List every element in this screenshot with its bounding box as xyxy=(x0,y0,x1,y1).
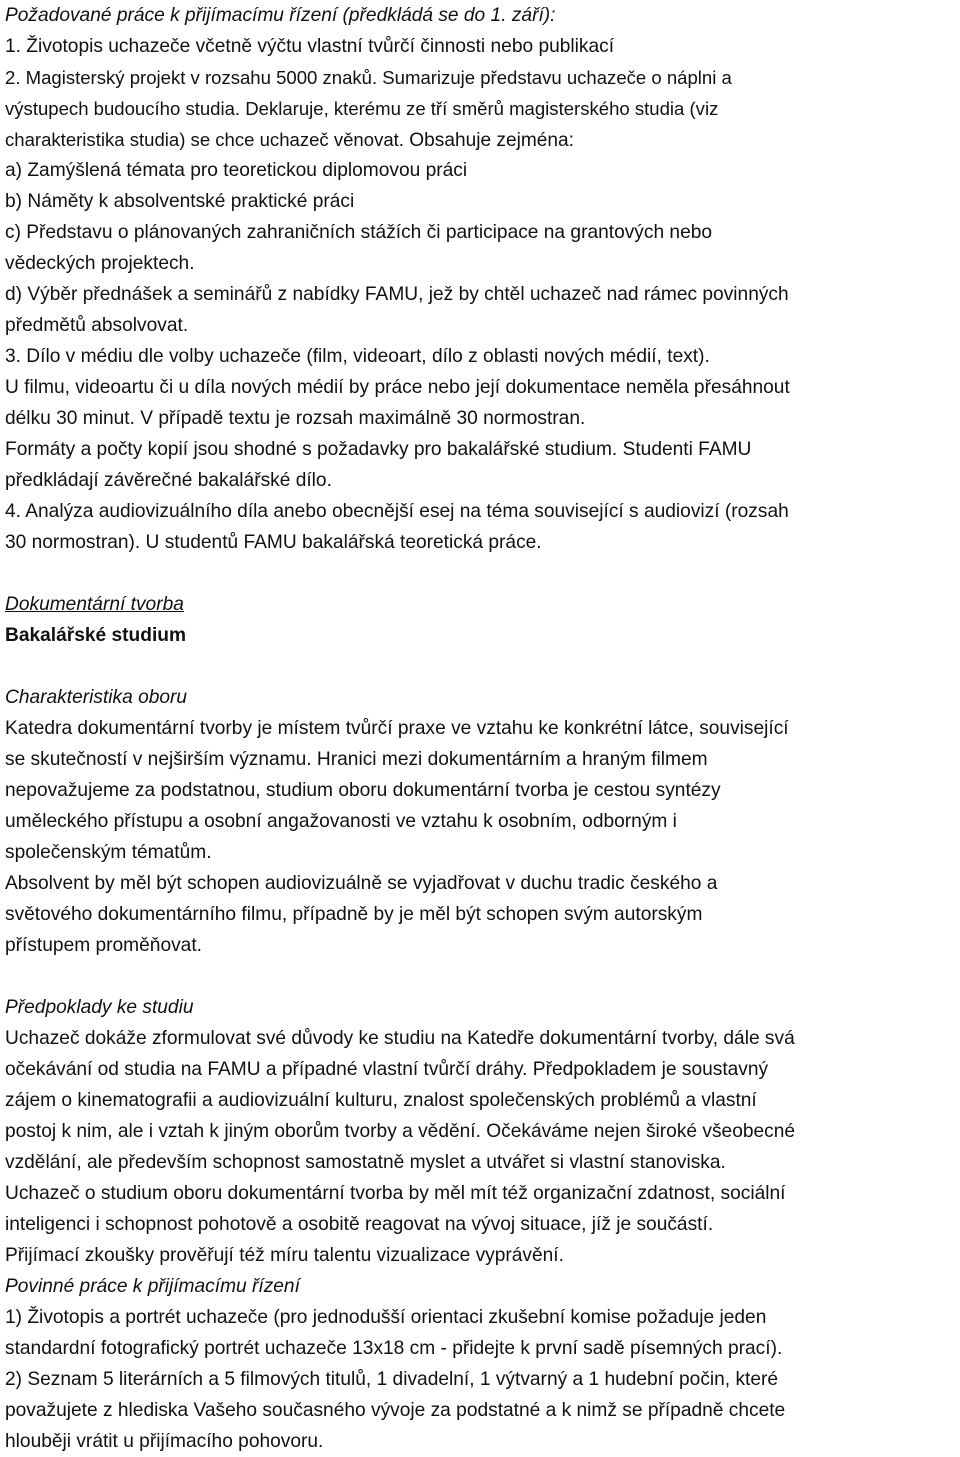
spacer xyxy=(5,558,957,589)
characteristics-heading: Charakteristika oboru xyxy=(5,687,188,708)
sub-item-b: b) Náměty k absolventské praktické práci xyxy=(5,191,355,212)
spacer xyxy=(5,651,957,682)
prerequisites-line-3: zájem o kinematografii a audiovizuální kulturu, znalost společenských problémů a vlastní xyxy=(5,1090,757,1111)
characteristics-line-1: Katedra dokumentární tvorby je místem tvůrčí praxe ve vztahu ke konkrétní látce, související xyxy=(5,718,789,739)
document-page xyxy=(5,0,957,1457)
prerequisites-heading: Předpoklady ke studiu xyxy=(5,997,194,1018)
sub-item-c-line-2: vědeckých projektech. xyxy=(5,253,195,274)
sub-item-d-line-2: předmětů absolvovat. xyxy=(5,315,189,336)
prerequisites-line-8: Přijímací zkoušky prověřují též míru talentu vizualizace vyprávění. xyxy=(5,1245,564,1266)
requirement-item-2-line-3 xyxy=(5,124,957,155)
requirement-item-4-line-1: 4. Analýza audiovizuálního díla anebo obecnější esej na téma související s audiovizí (rozsah xyxy=(5,501,789,522)
characteristics-line-5: společenským tématům. xyxy=(5,842,212,863)
mandatory-works-line-3: 2) Seznam 5 literárních a 5 filmových titulů, 1 divadelní, 1 výtvarný a 1 hudební počin, které xyxy=(5,1369,779,1390)
prerequisites-line-6: Uchazeč o studium oboru dokumentární tvorba by měl mít též organizační zdatnost, sociální xyxy=(5,1183,786,1204)
mandatory-works-line-2: standardní fotografický portrét uchazeče 13x18 cm - přidejte k první sadě písemných prací). xyxy=(5,1338,783,1359)
sub-item-d-line-1: d) Výběr přednášek a seminářů z nabídky FAMU, jež by chtěl uchazeč nad rámec povinných xyxy=(5,284,789,305)
prerequisites-line-4: postoj k nim, ale i vztah k jiným oborům tvorby a vědění. Očekáváme nejen široké všeobecné xyxy=(5,1121,796,1142)
requirement-item-3-line-2: U filmu, videoartu či u díla nových médií by práce nebo její dokumentace neměla přesáhnout xyxy=(5,377,790,398)
requirement-item-2-line-3-b: Obsahuje zejména: xyxy=(403,130,574,151)
characteristics-line-8: přístupem proměňovat. xyxy=(5,935,202,956)
spacer xyxy=(5,961,957,992)
requirement-item-3-line-4: Formáty a počty kopií jsou shodné s požadavky pro bakalářské studium. Studenti FAMU xyxy=(5,439,752,460)
requirement-item-3-line-3: délku 30 minut. V případě textu je rozsah maximálně 30 normostran. xyxy=(5,408,586,429)
characteristics-line-3: nepovažujeme za podstatnou, studium oboru dokumentární tvorba je cestou syntézy xyxy=(5,780,721,801)
mandatory-works-heading: Povinné práce k přijímacímu řízení xyxy=(5,1276,300,1297)
requirement-item-3-line-5: předkládají závěrečné bakalářské dílo. xyxy=(5,470,332,491)
mandatory-works-line-1: 1) Životopis a portrét uchazeče (pro jednodušší orientaci zkušební komise požaduje jeden xyxy=(5,1307,767,1328)
section-title: Dokumentární tvorba xyxy=(5,594,184,615)
prerequisites-line-1: Uchazeč dokáže zformulovat své důvody ke studiu na Katedře dokumentární tvorby, dále svá xyxy=(5,1028,795,1049)
characteristics-line-4: uměleckého přístupu a osobní angažovanosti ve vztahu k osobním, odborným i xyxy=(5,811,677,832)
characteristics-line-7: světového dokumentárního filmu, případně by je měl být schopen svým autorským xyxy=(5,904,703,925)
prerequisites-line-2: očekávání od studia na FAMU a případné vlastní tvůrčí dráhy. Předpokladem je soustavný xyxy=(5,1059,769,1080)
prerequisites-line-7: inteligenci i schopnost pohotově a osobitě reagovat na vývoj situace, jíž je součástí. xyxy=(5,1214,714,1235)
requirement-item-2-line-2: výstupech budoucího studia. Deklaruje, kterému ze tří směrů magisterského studia (viz xyxy=(5,98,719,119)
requirement-item-3-line-1: 3. Dílo v médiu dle volby uchazeče (film, videoart, dílo z oblasti nových médií, text). xyxy=(5,346,710,367)
mandatory-works-line-5: hlouběji vrátit u přijímacího pohovoru. xyxy=(5,1431,324,1452)
requirement-item-2-line-1: 2. Magisterský projekt v rozsahu 5000 znaků. Sumarizuje představu uchazeče o náplni a xyxy=(5,67,732,88)
section-subtitle: Bakalářské studium xyxy=(5,625,187,646)
requirement-item-2-line-3-a: charakteristika studia) se chce uchazeč věnovat. xyxy=(5,129,404,150)
sub-item-c-line-1: c) Představu o plánovaných zahraničních stážích či participace na grantových nebo xyxy=(5,222,713,243)
characteristics-line-6: Absolvent by měl být schopen audiovizuálně se vyjadřovat v duchu tradic českého a xyxy=(5,873,718,894)
mandatory-works-line-4: považujete z hlediska Vašeho současného vývoje za podstatné a k nimž se případně chcete xyxy=(5,1400,786,1421)
requirement-item-1: 1. Životopis uchazeče včetně výčtu vlastní tvůrčí činnosti nebo publikací xyxy=(5,36,615,57)
sub-item-a: a) Zamýšlená témata pro teoretickou diplomovou práci xyxy=(5,160,468,181)
characteristics-line-2: se skutečností v nejširším významu. Hranici mezi dokumentárním a hraným filmem xyxy=(5,749,708,770)
prerequisites-line-5: vzdělání, ale především schopnost samostatně myslet a utvářet si vlastní stanoviska. xyxy=(5,1152,726,1173)
requirement-item-4-line-2: 30 normostran). U studentů FAMU bakalářská teoretická práce. xyxy=(5,532,542,553)
requirements-heading: Požadované práce k přijímacímu řízení (předkládá se do 1. září): xyxy=(5,5,556,26)
